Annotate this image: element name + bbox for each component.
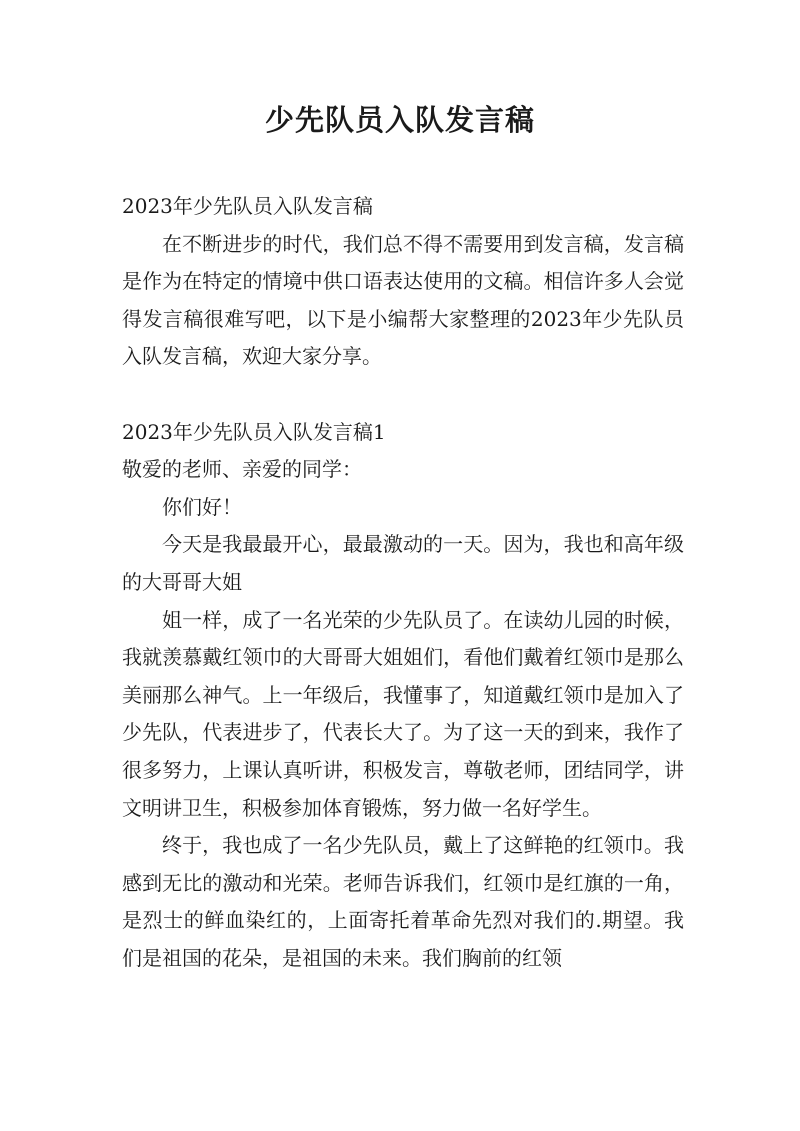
document-subtitle: 2023年少先队员入队发言稿 bbox=[122, 194, 373, 218]
document-title: 少先队员入队发言稿 bbox=[264, 103, 535, 137]
body-paragraph-2: 姐一样，成了一名光荣的少先队员了。在读幼儿园的时候，我就羡慕戴红领巾的大哥哥大姐姐们，看他们戴着红领巾是那么美丽那么神气。上一年级后，我懂事了，知道戴红领巾是加入了少先队，代表进步了，代表长大了。为了这一天的到来，我作了很多努力，上课认真听讲，积极发言，尊敬老师，团结同学，讲文明讲卫生，积极参加体育锻炼，努力做一名好学生。 bbox=[122, 607, 684, 820]
intro-paragraph: 在不断进步的时代，我们总不得不需要用到发言稿，发言稿是作为在特定的情境中供口语表达使用的文稿。相信许多人会觉得发言稿很难写吧，以下是小编帮大家整理的2023年少先队员入队发言稿，欢迎大家分享。 bbox=[122, 231, 684, 369]
section-heading: 2023年少先队员入队发言稿1 bbox=[122, 419, 386, 444]
body-paragraph-3: 终于，我也成了一名少先队员，戴上了这鲜艳的红领巾。我感到无比的激动和光荣。老师告诉我们，红领巾是红旗的一角，是烈士的鲜血染红的，上面寄托着革命先烈对我们的.期望。我们是祖国的花朵，是祖国的未来。我们胸前的红领 bbox=[122, 833, 684, 970]
body-paragraph-1: 今天是我最最开心，最最激动的一天。因为，我也和高年级的大哥哥大姐 bbox=[122, 532, 684, 594]
salutation: 敬爱的老师、亲爱的同学： bbox=[122, 457, 362, 482]
greeting: 你们好！ bbox=[162, 494, 242, 519]
blank-line bbox=[122, 376, 684, 414]
document-body bbox=[122, 188, 684, 977]
